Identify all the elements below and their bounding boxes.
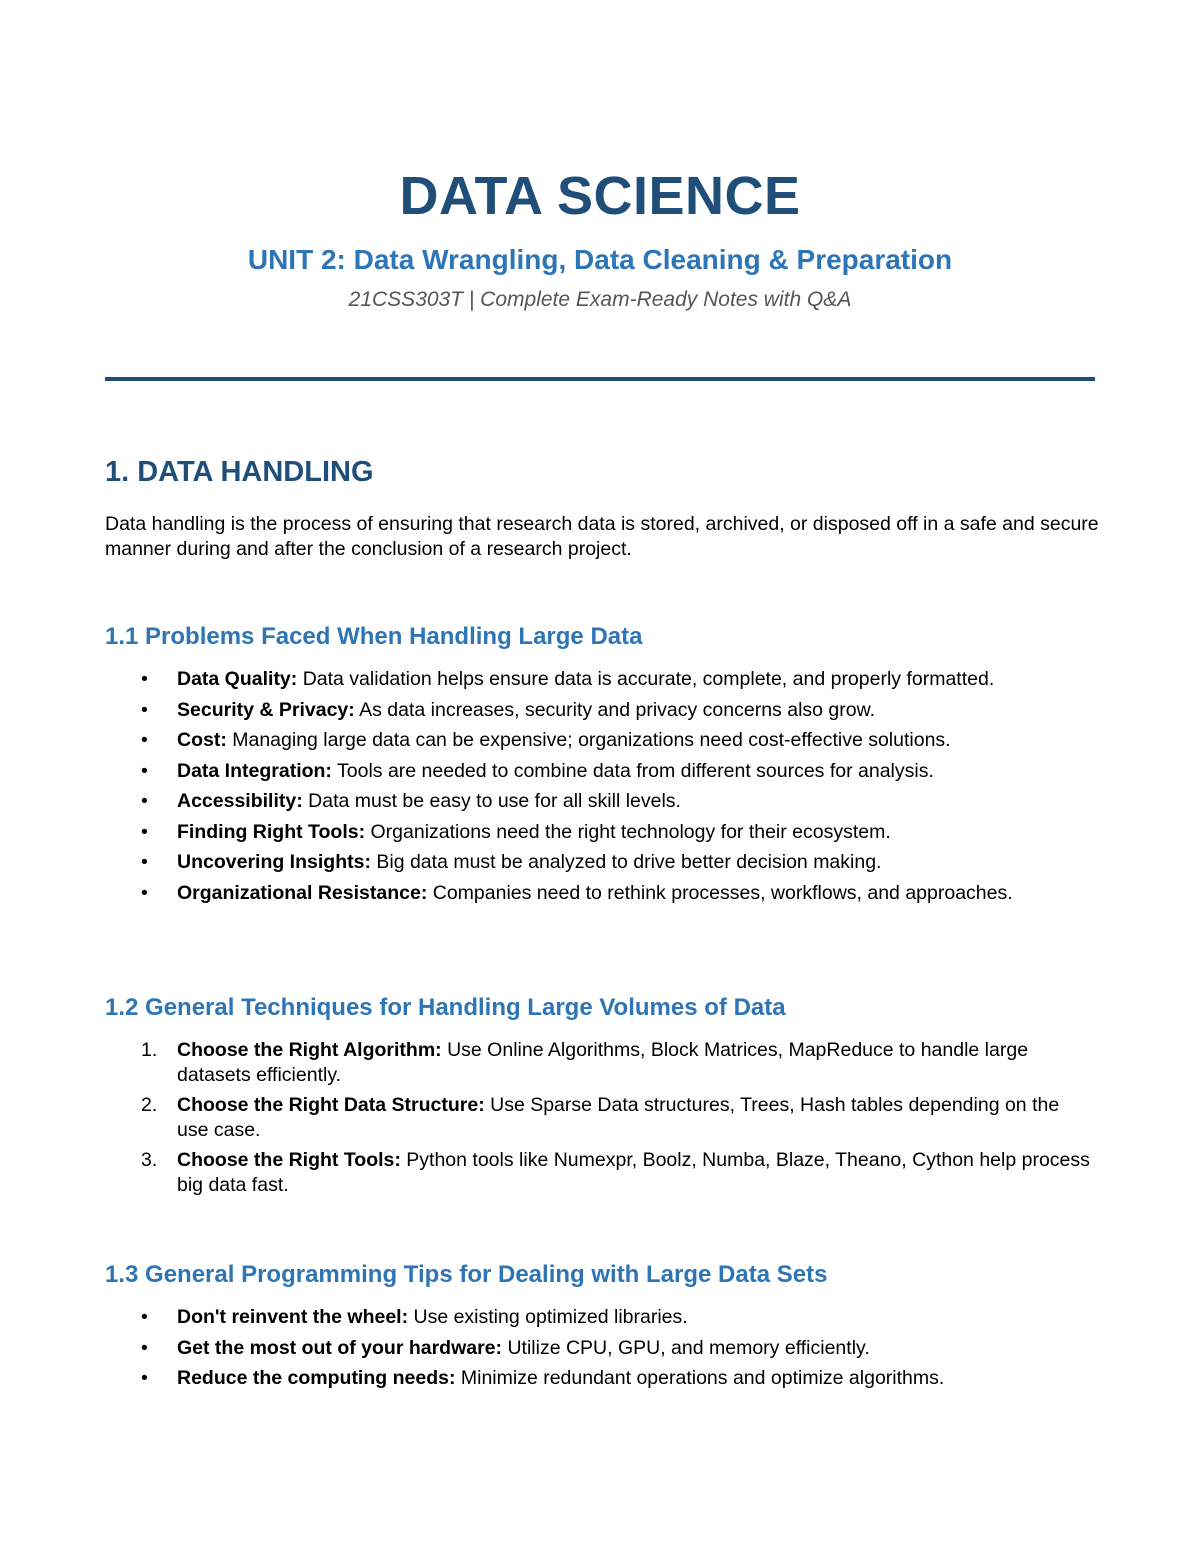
list-item-term: Organizational Resistance: [177, 881, 428, 904]
list-item-text: Use existing optimized libraries. [408, 1306, 688, 1328]
list-item-term: Reduce the computing needs: [177, 1367, 456, 1389]
list-item [105, 1093, 1095, 1143]
document-meta: 21CSS303T | Complete Exam-Ready Notes with Q&A [348, 288, 852, 311]
list-item-text: Use Sparse Data structures, Trees, Hash tables depending on the use case. [177, 1094, 1060, 1141]
list-item [105, 759, 1095, 784]
list-item-text: Data must be easy to use for all skill levels. [302, 790, 681, 812]
section-1-paragraph: Data handling is the process of ensuring that research data is stored, archived, or disposed off in a safe and secure manner during and after the conclusion of a research project. [105, 513, 1099, 560]
list-item-term: Get the most out of your hardware: [177, 1336, 503, 1359]
list-item-term: Cost: [177, 729, 227, 751]
list-item-term: Data Quality: [177, 668, 298, 690]
list-item [105, 698, 1095, 723]
programming-tips-list [105, 1305, 1095, 1397]
section-1-2-heading: 1.2 General Techniques for Handling Large Volumes of Data [105, 994, 786, 1021]
list-marker: • [141, 729, 148, 751]
list-item [105, 789, 1095, 814]
list-item [105, 1366, 1095, 1391]
document-title: DATA SCIENCE [399, 166, 801, 226]
list-item-term: Security & Privacy: [177, 698, 355, 721]
section-1-1-heading: 1.1 Problems Faced When Handling Large Data [105, 623, 643, 650]
list-marker: • [141, 881, 148, 904]
list-item [105, 850, 1095, 875]
list-item-text: Tools are needed to combine data from different sources for analysis. [331, 759, 934, 782]
list-item-text: Python tools like Numexpr, Boolz, Numba, Blaze, Theano, Cython help process big data fast. [177, 1149, 1090, 1196]
list-marker: • [141, 851, 148, 873]
list-item-term: Choose the Right Data Structure: [177, 1094, 485, 1116]
list-item-text: Organizations need the right technology for their ecosystem. [365, 820, 891, 843]
list-item-term: Don't reinvent the wheel: [177, 1306, 409, 1328]
list-marker: • [141, 759, 148, 782]
list-marker: 1. [141, 1039, 158, 1061]
list-marker: 3. [141, 1149, 158, 1171]
list-marker: • [141, 698, 148, 721]
section-1-heading: 1. DATA HANDLING [105, 456, 374, 488]
list-item-text: Companies need to rethink processes, workflows, and approaches. [427, 881, 1013, 904]
list-item [105, 881, 1095, 906]
list-marker: • [141, 790, 148, 812]
list-item [105, 1038, 1095, 1088]
list-item-text: Minimize redundant operations and optimize algorithms. [455, 1367, 945, 1389]
techniques-list [105, 1038, 1095, 1203]
list-marker: • [141, 668, 148, 690]
section-1-3-heading: 1.3 General Programming Tips for Dealing with Large Data Sets [105, 1261, 828, 1288]
list-item [105, 1336, 1095, 1361]
list-marker: • [141, 1367, 148, 1389]
list-item-term: Choose the Right Algorithm: [177, 1039, 442, 1061]
problems-list [105, 667, 1095, 911]
list-item [105, 1148, 1095, 1198]
list-item-text: Data validation helps ensure data is accurate, complete, and properly formatted. [297, 668, 995, 690]
list-item-text: As data increases, security and privacy concerns also grow. [354, 698, 876, 721]
list-item-text: Utilize CPU, GPU, and memory efficiently. [502, 1336, 870, 1359]
list-item-term: Data Integration: [177, 759, 332, 782]
list-item [105, 667, 1095, 692]
list-item [105, 728, 1095, 753]
list-marker: • [141, 820, 148, 843]
list-item-term: Uncovering Insights: [177, 851, 371, 873]
header-divider [105, 377, 1095, 381]
list-marker: • [141, 1306, 148, 1328]
list-item-term: Choose the Right Tools: [177, 1149, 401, 1171]
list-item [105, 820, 1095, 845]
list-marker: • [141, 1336, 148, 1359]
list-item-term: Accessibility: [177, 790, 303, 812]
list-item-term: Finding Right Tools: [177, 820, 366, 843]
list-item-text: Use Online Algorithms, Block Matrices, MapReduce to handle large datasets efficiently. [177, 1039, 1029, 1086]
document-subtitle: UNIT 2: Data Wrangling, Data Cleaning & Preparation [247, 244, 953, 275]
list-marker: 2. [141, 1094, 158, 1116]
list-item [105, 1305, 1095, 1330]
list-item-text: Big data must be analyzed to drive better decision making. [370, 851, 882, 873]
list-item-text: Managing large data can be expensive; organizations need cost-effective solutions. [226, 729, 951, 751]
